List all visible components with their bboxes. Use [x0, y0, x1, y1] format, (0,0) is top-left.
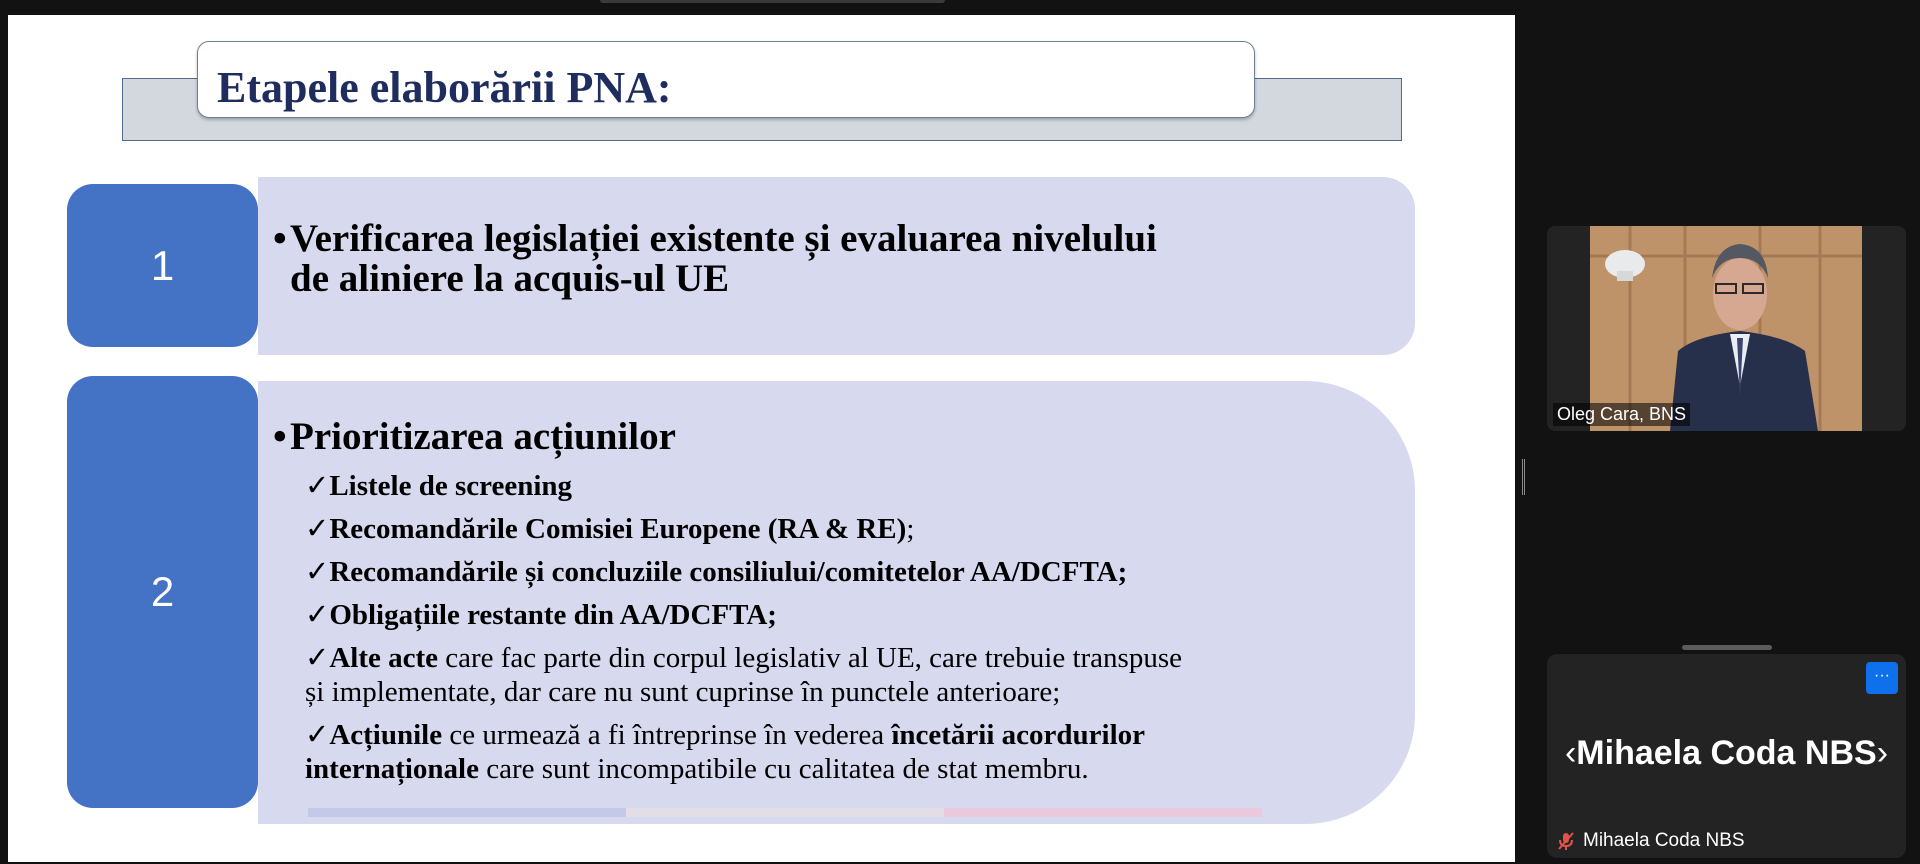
bullet-glyph: •: [273, 415, 287, 458]
participant-avatar-tile[interactable]: [1547, 654, 1906, 858]
step-2-items: [305, 469, 1182, 795]
step-1-content: [258, 177, 1415, 355]
panel-resize-handle[interactable]: [1522, 459, 1525, 495]
check-icon: ✓: [305, 719, 330, 751]
step-2-heading: [273, 417, 676, 457]
list-item: [305, 512, 1182, 546]
item-text: care sunt incompatibile cu calitatea de stat membru.: [479, 753, 1089, 785]
top-screen-share-strip: [600, 0, 945, 3]
more-options-button[interactable]: ···: [1866, 662, 1898, 694]
item-bold-text: Recomandările și concluziile consiliului/comitetelor AA/DCFTA;: [329, 556, 1128, 588]
step-1-number: 1: [67, 184, 258, 347]
check-icon: ✓: [305, 556, 330, 588]
check-icon: ✓: [305, 599, 330, 631]
step-2-content: [258, 381, 1415, 824]
item-text: ce urmează a fi întreprinse în vederea: [442, 719, 892, 751]
strip-segment: [626, 808, 944, 817]
item-bold-text: Listele de screening: [329, 470, 573, 502]
bullet-glyph: •: [273, 217, 287, 260]
participant-name-with-mic: [1557, 830, 1745, 852]
list-item: [305, 469, 1182, 503]
list-item: [305, 598, 1182, 632]
strip-segment: [308, 808, 626, 817]
panel-drag-handle[interactable]: [1682, 645, 1772, 650]
participant-name-label: Oleg Cara, BNS: [1553, 403, 1690, 426]
item-text-line2: și implementate, dar care nu sunt cuprinse în punctele anterioare;: [305, 676, 1061, 708]
slide-title: Etapele elaborării PNA:: [217, 63, 672, 112]
list-item: [305, 718, 1182, 786]
item-bold-text: Obligațiile restante din AA/DCFTA;: [329, 599, 777, 631]
step-1-heading-line2: de aliniere la acquis-ul UE: [290, 257, 730, 300]
step-1-heading: [273, 219, 1157, 299]
item-text: ;: [906, 513, 915, 545]
participant-display-name-text: Mihaela Coda NBS: [1576, 734, 1877, 772]
shared-slide: [8, 15, 1515, 862]
step-1-heading-line1: Verificarea legislației existente și evaluarea nivelului: [290, 217, 1157, 260]
check-icon: ✓: [305, 642, 330, 674]
item-text: care fac parte din corpul legislativ al UE, care trebuie transpuse: [438, 642, 1182, 674]
step-2-heading-text: Prioritizarea acțiunilor: [290, 415, 676, 458]
item-bold-text: încetării acordurilor: [891, 719, 1146, 751]
participant-video-feed: [1590, 226, 1862, 431]
muted-mic-icon: [1557, 831, 1575, 851]
step-2-number: 2: [67, 376, 258, 808]
item-bold-text: Recomandările Comisiei Europene (RA & RE): [329, 513, 907, 545]
item-bold-text: internaționale: [305, 753, 479, 785]
title-box: [197, 41, 1255, 118]
chevron-right-icon: ›: [1876, 734, 1889, 772]
item-bold-text: Acțiunile: [329, 719, 443, 751]
item-bold-text: Alte acte: [329, 642, 438, 674]
chevron-left-icon: ‹: [1564, 734, 1577, 772]
participant-display-name: [1547, 734, 1906, 773]
check-icon: ✓: [305, 470, 330, 502]
participant-name-text: Mihaela Coda NBS: [1583, 830, 1745, 851]
check-icon: ✓: [305, 513, 330, 545]
participant-video-tile[interactable]: [1547, 226, 1906, 431]
decorative-color-strip: [308, 808, 1262, 817]
list-item: [305, 641, 1182, 709]
strip-segment: [944, 808, 1262, 817]
list-item: [305, 555, 1182, 589]
